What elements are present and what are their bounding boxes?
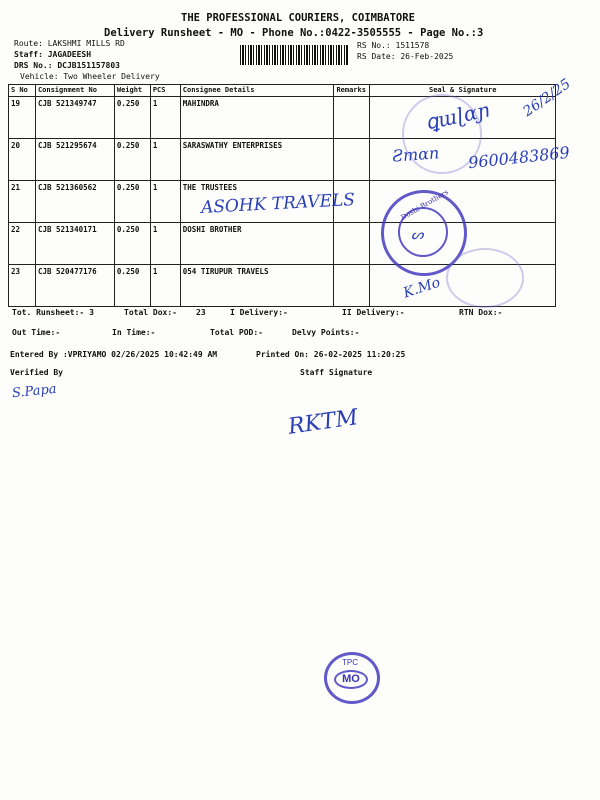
handwritten-signature-row20: Ƨmɑn [391, 143, 440, 166]
col-header-seal: Seal & Signature [370, 85, 556, 97]
cell-pcs: 1 [150, 181, 180, 223]
cell-weight: 0.250 [114, 181, 150, 223]
cell-remarks [334, 223, 370, 265]
i-delivery: I Delivery:- [230, 308, 288, 317]
ii-delivery: II Delivery:- [342, 308, 405, 317]
cell-sno: 21 [9, 181, 36, 223]
handwritten-date: 26/2/25 [520, 75, 574, 121]
verifier-signature: S.Papa [11, 381, 58, 402]
cell-weight: 0.250 [114, 265, 150, 307]
cell-pcs: 1 [150, 223, 180, 265]
col-header-consignment: Consignment No [35, 85, 114, 97]
cell-weight: 0.250 [114, 223, 150, 265]
total-dox-value: 23 [196, 308, 206, 317]
handwritten-phone-row20: 9600483869 [467, 142, 571, 173]
tot-runsheet: Tot. Runsheet:- 3 [12, 308, 94, 317]
in-time: In Time:- [112, 328, 156, 337]
handwritten-signature-row19: ꝗɯɭɑɲ [423, 97, 493, 135]
staff-signature-label: Staff Signature [300, 368, 373, 377]
rs-number: RS No.: 1511578 [357, 41, 430, 50]
cell-sno: 22 [9, 223, 36, 265]
cell-consignment: CJB 521360562 [35, 181, 114, 223]
handwritten-signature-row23: K.Mo [401, 274, 443, 302]
company-title: THE PROFESSIONAL COURIERS, COIMBATORE [181, 12, 415, 24]
cell-consignment: CJB 520477176 [35, 265, 114, 307]
cell-consignee: 054 TIRUPUR TRAVELS [180, 265, 334, 307]
cell-sno: 19 [9, 97, 36, 139]
cell-consignee: SARASWATHY ENTERPRISES [180, 139, 334, 181]
col-header-remarks: Remarks [334, 85, 370, 97]
printed-on: Printed On: 26-02-2025 11:20:25 [256, 350, 406, 359]
delvy-points: Delvy Points:- [292, 328, 360, 337]
out-time: Out Time:- [12, 328, 61, 337]
cell-pcs: 1 [150, 97, 180, 139]
route-label: Route: LAKSHMI MILLS RD [14, 39, 125, 48]
col-header-weight: Weight [114, 85, 150, 97]
entered-by: Entered By :VPRIYAMO 02/26/2025 10:42:49 AM [10, 350, 218, 359]
verified-by: Verified By [10, 368, 63, 377]
cell-remarks [334, 265, 370, 307]
staff-label: Staff: JAGADEESH [14, 50, 92, 59]
cell-pcs: 1 [150, 139, 180, 181]
cell-sno: 20 [9, 139, 36, 181]
cell-consignee: THE TRUSTEES [180, 181, 334, 223]
rtn-dox: RTN Dox:- [459, 308, 503, 317]
cell-consignment: CJB 521295674 [35, 139, 114, 181]
runsheet-subtitle: Delivery Runsheet - MO - Phone No.:0422-3505555 - Page No.:3 [104, 27, 484, 39]
cell-weight: 0.250 [114, 139, 150, 181]
handwritten-note-row21: ASOHK TRAVELS [200, 189, 356, 219]
staff-handwritten-signature: RKTM [286, 405, 360, 440]
cell-consignee: DOSHI BROTHER [180, 223, 334, 265]
cell-remarks [334, 139, 370, 181]
col-header-pcs: PCS [150, 85, 180, 97]
col-header-sno: S No [9, 85, 36, 97]
cell-consignment: CJB 521349747 [35, 97, 114, 139]
cell-sno: 23 [9, 265, 36, 307]
total-dox-label: Total Dox:- [124, 308, 177, 317]
cell-consignee: MAHINDRA [180, 97, 334, 139]
table-header-row [9, 85, 556, 97]
cell-remarks [334, 97, 370, 139]
total-pod: Total POD:- [210, 328, 263, 337]
rs-date: RS Date: 26-Feb-2025 [357, 52, 454, 61]
seal-stamp-row22: Doshi Brothers ᔕ [381, 190, 467, 276]
cell-pcs: 1 [150, 265, 180, 307]
vehicle-label: Vehicle: Two Wheeler Delivery [20, 72, 160, 81]
col-header-consignee: Consignee Details [180, 85, 334, 97]
drs-label: DRS No.: DCJB151157803 [14, 61, 120, 70]
cell-consignment: CJB 521340171 [35, 223, 114, 265]
barcode [240, 45, 348, 65]
faint-seal-stamp-2 [446, 248, 524, 308]
cell-weight: 0.250 [114, 97, 150, 139]
tpc-mo-stamp: TPC MO [324, 652, 380, 704]
